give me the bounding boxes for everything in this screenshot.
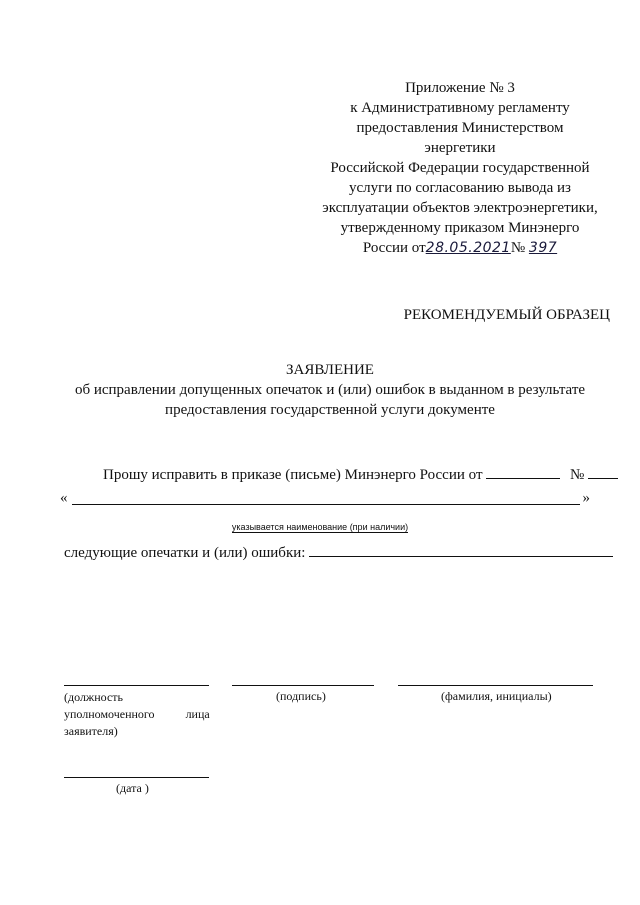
date-line[interactable] bbox=[64, 777, 209, 778]
close-quote: » bbox=[582, 490, 590, 506]
statement-heading: ЗАЯВЛЕНИЕ bbox=[286, 362, 374, 378]
position-caption-row-2 bbox=[64, 706, 210, 723]
order-number-field[interactable] bbox=[588, 464, 618, 479]
appendix-line-3: предоставления Министерством энергетики bbox=[356, 120, 564, 156]
position-caption-2: уполномоченного bbox=[64, 707, 155, 721]
position-caption-3: лица bbox=[185, 707, 210, 721]
date-caption: (дата ) bbox=[116, 781, 149, 795]
name-caption: (фамилия, инициалы) bbox=[441, 689, 552, 703]
errors-row bbox=[64, 542, 613, 562]
errors-label: следующие опечатки и (или) ошибки: bbox=[64, 545, 306, 561]
appendix-line-4: Российской Федерации государственной bbox=[330, 160, 590, 176]
order-number-sign: № bbox=[570, 467, 585, 483]
document-name-row bbox=[60, 490, 590, 510]
handwritten-date: 28.05.2021 bbox=[425, 240, 511, 256]
document-name-field[interactable] bbox=[72, 504, 580, 505]
errors-field[interactable] bbox=[309, 542, 613, 557]
statement-subtitle-1: об исправлении допущенных опечаток и (или) ошибок в выданном в результате bbox=[74, 382, 586, 398]
position-caption-1: (должность bbox=[64, 690, 123, 704]
appendix-line-5: услуги по согласованию вывода из bbox=[349, 180, 571, 196]
appendix-header bbox=[320, 78, 600, 258]
order-date-field[interactable] bbox=[486, 464, 560, 479]
appendix-line-2: к Административному регламенту bbox=[350, 100, 570, 116]
name-line[interactable] bbox=[398, 684, 593, 686]
appendix-line-1: Приложение № 3 bbox=[405, 80, 515, 96]
appendix-date-line bbox=[320, 238, 600, 258]
position-caption bbox=[64, 689, 210, 740]
document-name-hint bbox=[0, 522, 640, 532]
statement-title bbox=[60, 360, 600, 420]
position-line[interactable] bbox=[64, 684, 209, 686]
handwritten-number: 397 bbox=[528, 240, 558, 256]
position-caption-4: заявителя) bbox=[64, 724, 118, 738]
document-name-hint-text: указывается наименование (при наличии) bbox=[231, 522, 409, 532]
open-quote: « bbox=[60, 490, 68, 506]
number-prefix: № bbox=[510, 240, 526, 256]
appendix-line-7: утвержденному приказом Минэнерго bbox=[340, 220, 580, 236]
request-text: Прошу исправить в приказе (письме) Минэнерго России от bbox=[103, 467, 483, 483]
statement-subtitle-2: предоставления государственной услуги документе bbox=[165, 402, 495, 418]
date-prefix: России от bbox=[362, 240, 426, 256]
appendix-line-6: эксплуатации объектов электроэнергетики, bbox=[322, 200, 598, 216]
signature-caption: (подпись) bbox=[276, 689, 326, 703]
request-line bbox=[103, 464, 618, 484]
recommended-sample-label: РЕКОМЕНДУЕМЫЙ ОБРАЗЕЦ bbox=[403, 307, 610, 323]
signature-line[interactable] bbox=[232, 684, 374, 686]
